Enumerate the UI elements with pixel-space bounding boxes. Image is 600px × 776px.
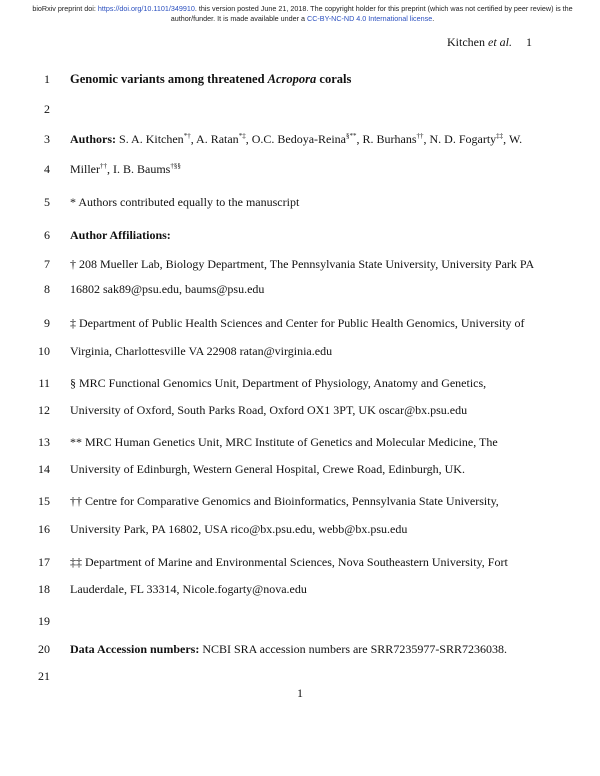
- affiliation-line: Lauderdale, FL 33314, Nicole.fogarty@nova.edu: [70, 582, 307, 596]
- line-11: [0, 376, 600, 396]
- line-number: 16: [38, 522, 50, 536]
- affiliation-line: ** MRC Human Genetics Unit, MRC Institute of Genetics and Molecular Medicine, The: [70, 435, 498, 449]
- running-head: [447, 35, 532, 50]
- preprint-banner: [30, 4, 575, 23]
- authors-line-1: Authors: S. A. Kitchen*†, A. Ratan*‡, O.C. Bedoya-Reina§**, R. Burhans††, N. D. Fogarty‡‡, W.: [70, 132, 523, 146]
- affiliation-line: University Park, PA 16802, USA rico@bx.psu.edu, webb@bx.psu.edu: [70, 522, 408, 536]
- affiliation-line: 16802 sak89@psu.edu, baums@psu.edu: [70, 282, 265, 296]
- doi-link[interactable]: https://doi.org/10.1101/349910: [97, 4, 195, 13]
- line-number: 4: [44, 162, 50, 176]
- affiliation-line: ‡ Department of Public Health Sciences and Center for Public Health Genomics, University of: [70, 316, 525, 330]
- equal-contribution-note: * Authors contributed equally to the manuscript: [70, 195, 300, 209]
- line-number: 12: [38, 403, 50, 417]
- authors-label: Authors:: [70, 132, 117, 146]
- license-link[interactable]: CC-BY-NC-ND 4.0 International license: [307, 13, 433, 23]
- title-genus: Acropora: [267, 72, 317, 86]
- line-20: [0, 642, 600, 662]
- paper-title: Genomic variants among threatened Acropora corals: [70, 72, 352, 86]
- line-number: 15: [38, 494, 50, 508]
- line-number: 8: [44, 282, 50, 296]
- line-number: 10: [38, 344, 50, 358]
- data-accession: [70, 642, 507, 657]
- line-number: 18: [38, 582, 50, 596]
- running-head-page: 1: [526, 35, 532, 49]
- line-9: [0, 316, 600, 336]
- line-number: 13: [38, 435, 50, 449]
- line-13: [0, 435, 600, 455]
- line-2: [0, 102, 600, 122]
- line-number: 21: [38, 669, 50, 683]
- line-15: [0, 494, 600, 514]
- affiliation-line: ‡‡ Department of Marine and Environmental Sciences, Nova Southeastern University, Fort: [70, 555, 508, 569]
- line-7: [0, 257, 600, 277]
- line-6: [0, 228, 600, 248]
- affiliation-line: University of Oxford, South Parks Road, Oxford OX1 3PT, UK oscar@bx.psu.edu: [70, 403, 468, 417]
- line-18: [0, 582, 600, 602]
- page-number: 1: [297, 686, 303, 700]
- line-5: [0, 195, 600, 215]
- line-number: 6: [44, 228, 50, 242]
- affiliation-line: Virginia, Charlottesville VA 22908 ratan@virginia.edu: [70, 344, 333, 358]
- line-number: 14: [38, 462, 50, 476]
- line-number: 9: [44, 316, 50, 330]
- affiliation-line: University of Edinburgh, Western General Hospital, Crewe Road, Edinburgh, UK.: [70, 462, 465, 476]
- banner-prefix: bioRxiv preprint doi:: [32, 4, 98, 13]
- line-number: 1: [44, 72, 50, 86]
- line-number: 19: [38, 614, 50, 628]
- affiliation-line: †† Centre for Comparative Genomics and Bioinformatics, Pennsylvania State University,: [70, 494, 499, 508]
- line-8: [0, 282, 600, 302]
- line-number: 7: [44, 257, 50, 271]
- affiliation-line: † 208 Mueller Lab, Biology Department, The Pennsylvania State University, University Park PA: [70, 257, 535, 271]
- line-number: 3: [44, 132, 50, 146]
- running-head-etal: et al.: [488, 35, 512, 49]
- data-accession-text: NCBI SRA accession numbers are SRR7235977-SRR7236038.: [199, 642, 507, 656]
- line-4: [0, 162, 600, 182]
- affiliations-heading: Author Affiliations:: [70, 228, 171, 242]
- line-16: [0, 522, 600, 542]
- line-number: 17: [38, 555, 50, 569]
- line-number: 2: [44, 102, 50, 116]
- line-19: [0, 614, 600, 634]
- line-3: [0, 132, 600, 152]
- line-17: [0, 555, 600, 575]
- banner-middle: . this version posted June 21, 2018. The copyright holder for this preprint (which was not certified by peer review) is the author/funder. It is made available under a: [170, 4, 573, 23]
- authors-line-2: Miller††, I. B. Baums†§§: [70, 162, 181, 176]
- line-14: [0, 462, 600, 482]
- banner-suffix: .: [432, 13, 435, 23]
- affiliation-line: § MRC Functional Genomics Unit, Department of Physiology, Anatomy and Genetics,: [70, 376, 487, 390]
- line-1: [0, 72, 600, 92]
- running-head-author: Kitchen: [447, 35, 488, 49]
- line-12: [0, 403, 600, 423]
- line-10: [0, 344, 600, 364]
- line-number: 11: [38, 376, 50, 390]
- data-accession-label: Data Accession numbers:: [70, 642, 200, 656]
- line-number: 20: [38, 642, 50, 656]
- line-number: 5: [44, 195, 50, 209]
